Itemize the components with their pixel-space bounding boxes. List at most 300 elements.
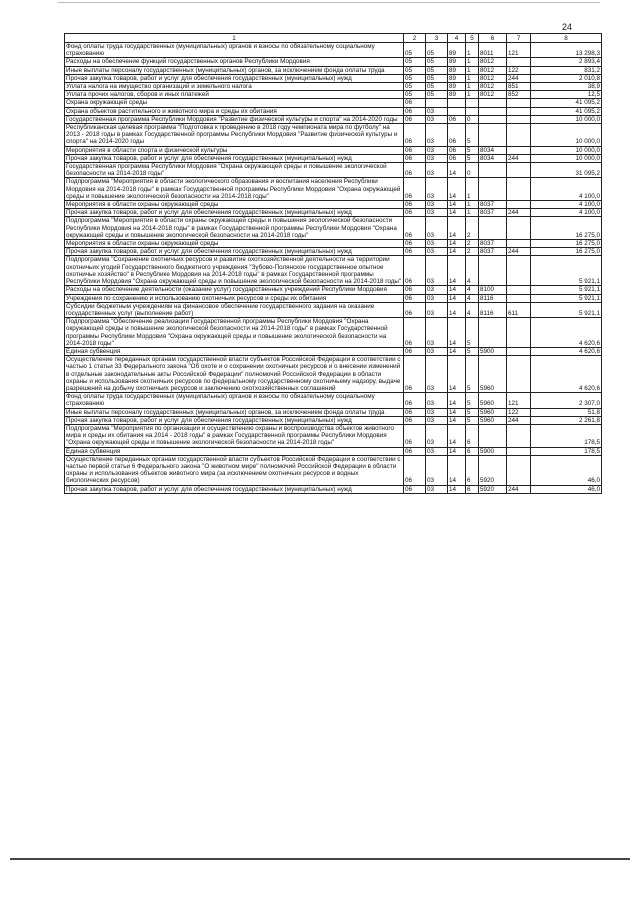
row-code: 122 [507,66,531,74]
row-code: 03 [426,154,448,162]
row-code: 03 [426,115,448,123]
row-code: 06 [404,163,426,178]
row-code: 5960 [479,408,507,416]
row-code: 2 [466,217,479,240]
row-code [479,163,507,178]
row-code: 06 [404,146,426,154]
table-row [65,201,602,209]
row-amount: 10 000,0 [531,124,602,147]
row-code [479,115,507,123]
row-description: Осуществление переданных органам государственной власти субъектов Российской Федерации в соответствии с частью 1 статьи 33 Федерального закона "Об охоте и о сохранении охотничьих ресурсов и о внесении изменений в отдельные законодательные акты Российской Федерации" полномочий Российской Федерации в области охраны и использования охотничьих ресурсов по федеральному государственному охотничьему надзору, выдаче разрешений на добычу охотничьих ресурсов и заключению охотхозяйственных соглашений [65,356,404,393]
row-code: 03 [426,294,448,302]
row-code: 14 [448,393,466,408]
row-code [448,99,466,107]
row-code: 8037 [479,240,507,248]
row-description: Прочая закупка товаров, работ и услуг для обеспечения государственных (муниципальных) нужд [65,485,404,493]
row-code: 5920 [479,455,507,485]
row-code: 244 [507,154,531,162]
column-header: 1 [65,34,404,43]
row-amount: 5 921,1 [531,294,602,302]
row-amount: 5 921,1 [531,286,602,294]
row-code: 06 [404,302,426,317]
row-code [507,286,531,294]
row-description: Прочая закупка товаров, работ и услуг для обеспечения государственных (муниципальных) нужд [65,248,404,256]
table-row [65,209,602,217]
row-code: 8037 [479,209,507,217]
row-code: 03 [426,178,448,201]
table-row [65,154,602,162]
row-code: 14 [448,240,466,248]
row-code: 1 [466,209,479,217]
row-code: 851 [507,83,531,91]
row-code: 14 [448,347,466,355]
row-description: Прочая закупка товаров, работ и услуг для обеспечения государственных (муниципальных) нужд [65,209,404,217]
row-code: 4 [466,286,479,294]
row-code: 03 [426,447,448,455]
row-code: 5 [466,318,479,348]
row-code: 8012 [479,74,507,82]
row-code: 03 [426,318,448,348]
row-code: 2 [466,248,479,256]
row-code: 8116 [479,302,507,317]
row-code: 1 [466,91,479,99]
column-header: 4 [448,34,466,43]
row-code [507,424,531,447]
row-code: 14 [448,318,466,348]
row-code: 03 [426,107,448,115]
column-header: 2 [404,34,426,43]
row-description: Прочая закупка товаров, работ и услуг для обеспечения государственных (муниципальных) нужд [65,74,404,82]
row-code [426,99,448,107]
row-code: 06 [404,424,426,447]
row-amount: 4 620,6 [531,318,602,348]
table-row [65,416,602,424]
row-code: 121 [507,43,531,58]
row-amount: 16 275,0 [531,248,602,256]
row-code: 03 [426,408,448,416]
table-header-row [65,34,602,43]
table-row [65,163,602,178]
row-code: 06 [404,294,426,302]
row-description: Осуществление переданных органам государственной власти субъектов Российской Федерации в соответствии с частью первой статьи 6 Федерального закона "О животном мире" полномочий Российской Федерации в области охраны и использования объектов животного мира (за исключением охотничьих ресурсов и водных биологических ресурсов) [65,455,404,485]
row-code: 05 [426,58,448,66]
row-amount: 4 620,6 [531,356,602,393]
row-code [507,318,531,348]
row-code: 6 [466,447,479,455]
row-code: 0 [466,163,479,178]
row-description: Уплата налога на имущество организаций и земельного налога [65,83,404,91]
table-row [65,99,602,107]
row-code [479,107,507,115]
row-amount: 10 000,0 [531,146,602,154]
row-code: 6 [466,485,479,493]
row-code: 03 [426,146,448,154]
row-code: 03 [426,393,448,408]
row-code: 06 [404,248,426,256]
row-code [507,455,531,485]
table-row [65,248,602,256]
page-number: 24 [562,22,573,32]
row-description: Иные выплаты персоналу государственных (муниципальных) органов, за исключением фонда оплаты труда [65,408,404,416]
row-code [507,58,531,66]
row-code: 1 [466,178,479,201]
row-code: 5 [466,347,479,355]
row-code: 8012 [479,83,507,91]
table-body [65,43,602,494]
row-code [507,447,531,455]
row-amount: 4 100,0 [531,209,602,217]
row-code: 03 [426,416,448,424]
row-code [507,146,531,154]
row-description: Прочая закупка товаров, работ и услуг для обеспечения государственных (муниципальных) нужд [65,154,404,162]
row-code [507,163,531,178]
row-code: 06 [404,201,426,209]
row-code: 5900 [479,447,507,455]
row-code: 5 [466,146,479,154]
row-code: 03 [426,286,448,294]
row-description: Расходы на обеспечение функций государственных органов Республики Мордовия [65,58,404,66]
row-code: 5900 [479,347,507,355]
row-code: 06 [404,356,426,393]
row-code: 5960 [479,356,507,393]
row-code: 8034 [479,146,507,154]
row-code: 14 [448,209,466,217]
row-code: 14 [448,178,466,201]
row-amount: 10 000,0 [531,115,602,123]
row-code: 14 [448,302,466,317]
row-code: 1 [466,43,479,58]
table-row [65,240,602,248]
row-code: 5960 [479,393,507,408]
row-code: 03 [426,209,448,217]
row-description: Подпрограмма "Обеспечение реализации Государственной программы Республики Мордовия "Охрана окружающей среды и повышение экологической безопасности на 2014-2018 годы" в рамках Государственной программы Республики Мордовия "Охрана окружающей среды и повышение экологической безопасности на 2014-2018 годы" [65,318,404,348]
row-code: 03 [426,248,448,256]
row-amount: 831,2 [531,66,602,74]
row-code: 89 [448,66,466,74]
row-code: 05 [404,43,426,58]
row-code: 5 [466,416,479,424]
table-row [65,356,602,393]
row-description: Подпрограмма "Сохранение охотничьих ресурсов и развитие охотхозяйственной деятельности на территории охотничьих угодий Государственного бюджетного учреждения "Зубово-Полянское государственное опытное охотничье хозяйство" в Республике Мордовия на 2014-2018 годы" в рамках Государственной программы Республики Мордовия "Охрана окружающей среды и повышение экологической безопасности на 2014-2018 годы" [65,256,404,286]
row-code: 06 [404,447,426,455]
row-code: 14 [448,286,466,294]
row-code: 03 [426,347,448,355]
row-code: 03 [426,424,448,447]
table-row [65,83,602,91]
table-row [65,43,602,58]
row-code: 06 [448,115,466,123]
row-code: 05 [426,83,448,91]
table-row [65,115,602,123]
row-code: 14 [448,455,466,485]
row-code [466,107,479,115]
row-amount: 41 095,2 [531,107,602,115]
row-code [507,115,531,123]
row-code: 06 [404,347,426,355]
row-code: 5960 [479,416,507,424]
row-code: 2 [466,240,479,248]
row-amount: 12,5 [531,91,602,99]
row-amount: 41 095,2 [531,99,602,107]
row-code [507,240,531,248]
row-description: Мероприятия в области спорта и физической культуры [65,146,404,154]
row-code: 5 [466,408,479,416]
row-code [479,217,507,240]
column-header: 5 [466,34,479,43]
row-code: 8012 [479,91,507,99]
row-amount: 10 000,0 [531,154,602,162]
row-code: 14 [448,356,466,393]
row-code: 05 [404,66,426,74]
row-code: 05 [426,66,448,74]
row-description: Расходы на обеспечение деятельности (оказание услуг) государственных учреждений Республики Мордовия [65,286,404,294]
row-code: 1 [466,83,479,91]
row-description: Подпрограмма "Мероприятия в области экологического образования и воспитания населения Республики Мордовия на 2014-2018 годы" в рамках Государственной программы Республики Мордовия "Охрана окружающей среды и повышение экологической безопасности на 2014-2018 годы" [65,178,404,201]
row-code: 14 [448,447,466,455]
row-code: 14 [448,248,466,256]
row-code: 14 [448,201,466,209]
row-code: 244 [507,209,531,217]
table-row [65,146,602,154]
row-code: 14 [448,217,466,240]
row-amount: 51,8 [531,408,602,416]
row-description: Охрана окружающей среды [65,99,404,107]
top-border [58,2,600,3]
row-code: 06 [404,240,426,248]
row-code: 8034 [479,154,507,162]
row-description: Мероприятия в области охраны окружающей среды [65,240,404,248]
row-amount: 38,9 [531,83,602,91]
row-amount: 16 275,0 [531,217,602,240]
row-code: 14 [448,294,466,302]
row-code [448,107,466,115]
row-code: 06 [404,256,426,286]
budget-table [64,33,602,494]
row-code: 06 [404,393,426,408]
row-code: 06 [448,146,466,154]
row-code: 8037 [479,201,507,209]
row-code [507,217,531,240]
row-code: 6 [466,455,479,485]
table-row [65,286,602,294]
table-row [65,318,602,348]
row-code: 1 [466,201,479,209]
row-code: 06 [404,286,426,294]
row-code [479,256,507,286]
table-row [65,217,602,240]
row-code: 05 [404,83,426,91]
row-code: 1 [466,74,479,82]
row-code: 8100 [479,286,507,294]
row-description: Республиканская целевая программа "Подготовка к проведению в 2018 году чемпионата мира по футболу" на 2013 - 2018 годы в рамках Государственной программы Республики Мордовия "Развитие физической культуры и спорта" на 2014-2020 годы [65,124,404,147]
row-description: Единая субвенция [65,447,404,455]
table-row [65,91,602,99]
row-code: 03 [426,485,448,493]
row-code [507,124,531,147]
row-code: 611 [507,302,531,317]
row-code: 14 [448,163,466,178]
row-code: 05 [404,58,426,66]
row-amount: 16 275,0 [531,240,602,248]
row-code: 06 [404,178,426,201]
row-code: 06 [448,124,466,147]
row-code: 03 [426,302,448,317]
row-code: 5 [466,356,479,393]
row-code: 05 [426,74,448,82]
table-row [65,256,602,286]
row-amount: 46,0 [531,485,602,493]
table-row [65,455,602,485]
row-code [479,178,507,201]
row-amount: 5 921,1 [531,302,602,317]
row-code: 122 [507,408,531,416]
row-amount: 46,0 [531,455,602,485]
table-row [65,178,602,201]
row-code: 89 [448,91,466,99]
row-description: Прочая закупка товаров, работ и услуг для обеспечения государственных (муниципальных) нужд [65,416,404,424]
row-code: 06 [404,455,426,485]
row-description: Уплата прочих налогов, сборов и иных платежей [65,91,404,99]
row-code: 14 [448,256,466,286]
table-row [65,302,602,317]
row-code: 06 [404,115,426,123]
column-header: 6 [479,34,507,43]
row-code: 03 [426,256,448,286]
row-amount: 2 261,8 [531,416,602,424]
row-description: Единая субвенция [65,347,404,355]
row-code: 03 [426,455,448,485]
table-row [65,393,602,408]
row-code: 06 [404,485,426,493]
row-description: Фонд оплаты труда государственных (муниципальных) органов и взносы по обязательному социальному страхованию [65,43,404,58]
row-code: 8037 [479,248,507,256]
row-code: 5 [466,393,479,408]
row-code: 244 [507,485,531,493]
table-row [65,294,602,302]
row-code: 5 [466,124,479,147]
row-description: Фонд оплаты труда государственных (муниципальных) органов и взносы по обязательному социальному страхованию [65,393,404,408]
row-code [507,107,531,115]
row-code [507,356,531,393]
row-code: 05 [426,43,448,58]
row-amount: 13 298,3 [531,43,602,58]
row-code [507,256,531,286]
row-code: 06 [404,416,426,424]
row-code [479,99,507,107]
row-code: 03 [426,240,448,248]
row-code: 06 [404,408,426,416]
table-row [65,485,602,493]
row-description: Подпрограмма "Мероприятия в области охраны окружающей среды и повышения экологической безопасности Республики Мордовия на 2014-2018 годы" в рамках Государственной программы Республики Мордовия "Охрана окружающей среды и повышение экологической безопасности на 2014-2018 годы" [65,217,404,240]
row-code: 89 [448,58,466,66]
table-row [65,347,602,355]
row-description: Мероприятия в области охраны окружающей среды [65,201,404,209]
row-code: 06 [404,107,426,115]
row-amount: 178,5 [531,424,602,447]
row-code: 89 [448,43,466,58]
row-description: Подпрограмма "Мероприятия по организации и осуществлению охраны и воспроизводства объектов животного мира и среды их обитания на 2014 - 2018 годы" в рамках Государственной программы Республики Мордовия "Охрана окружающей среды и повышение экологической безопасности на 2014-2018 годы" [65,424,404,447]
row-code: 14 [448,485,466,493]
row-code [507,347,531,355]
row-code: 6 [466,424,479,447]
table-row [65,66,602,74]
table-row [65,107,602,115]
table-row [65,408,602,416]
row-code: 89 [448,83,466,91]
row-amount: 2 893,4 [531,58,602,66]
table-row [65,74,602,82]
row-amount: 178,5 [531,447,602,455]
row-code: 05 [404,74,426,82]
row-code: 14 [448,408,466,416]
row-code: 06 [404,99,426,107]
row-code: 1 [466,58,479,66]
row-code: 1 [466,66,479,74]
row-code [507,99,531,107]
row-code: 4 [466,256,479,286]
table-row [65,424,602,447]
row-code [479,424,507,447]
row-description: Учреждения по сохранению и использованию охотничьих ресурсов и среды их обитания [65,294,404,302]
column-header: 8 [531,34,602,43]
row-code: 03 [426,124,448,147]
row-amount: 2 307,0 [531,393,602,408]
bottom-border [10,858,630,860]
row-code [466,99,479,107]
column-header: 7 [507,34,531,43]
row-code: 03 [426,163,448,178]
row-code: 0 [466,115,479,123]
column-header: 3 [426,34,448,43]
row-code: 121 [507,393,531,408]
table-row [65,58,602,66]
row-description: Субсидии бюджетным учреждениям на финансовое обеспечение государственного задания на оказание государственных услуг (выполнение работ) [65,302,404,317]
row-code [507,294,531,302]
row-code: 244 [507,416,531,424]
row-amount: 5 921,1 [531,256,602,286]
row-code: 06 [404,217,426,240]
row-code: 06 [404,154,426,162]
row-code: 05 [426,91,448,99]
row-code [507,178,531,201]
row-code [479,318,507,348]
row-code: 14 [448,416,466,424]
row-code: 89 [448,74,466,82]
row-code [507,201,531,209]
row-code: 05 [404,91,426,99]
row-code: 4 [466,302,479,317]
row-description: Иные выплаты персоналу государственных (муниципальных) органов, за исключением фонда оплаты труда [65,66,404,74]
row-amount: 2 010,8 [531,74,602,82]
row-code: 03 [426,201,448,209]
row-code [479,124,507,147]
row-code: 8012 [479,66,507,74]
row-description: Государственная программа Республики Мордовия "Охрана окружающей среды и повышение экологической безопасности на 2014-2018 годы" [65,163,404,178]
row-amount: 4 620,6 [531,347,602,355]
row-code: 8011 [479,43,507,58]
row-code: 8012 [479,58,507,66]
row-code: 03 [426,217,448,240]
table-row [65,447,602,455]
row-code: 244 [507,248,531,256]
row-code: 06 [404,124,426,147]
row-amount: 31 095,2 [531,163,602,178]
row-code: 244 [507,74,531,82]
row-code: 5 [466,154,479,162]
row-code: 03 [426,356,448,393]
row-amount: 4 100,0 [531,201,602,209]
row-description: Государственная программа Республики Мордовия "Развитие физической культуры и спорта" на 2014-2020 годы [65,115,404,123]
